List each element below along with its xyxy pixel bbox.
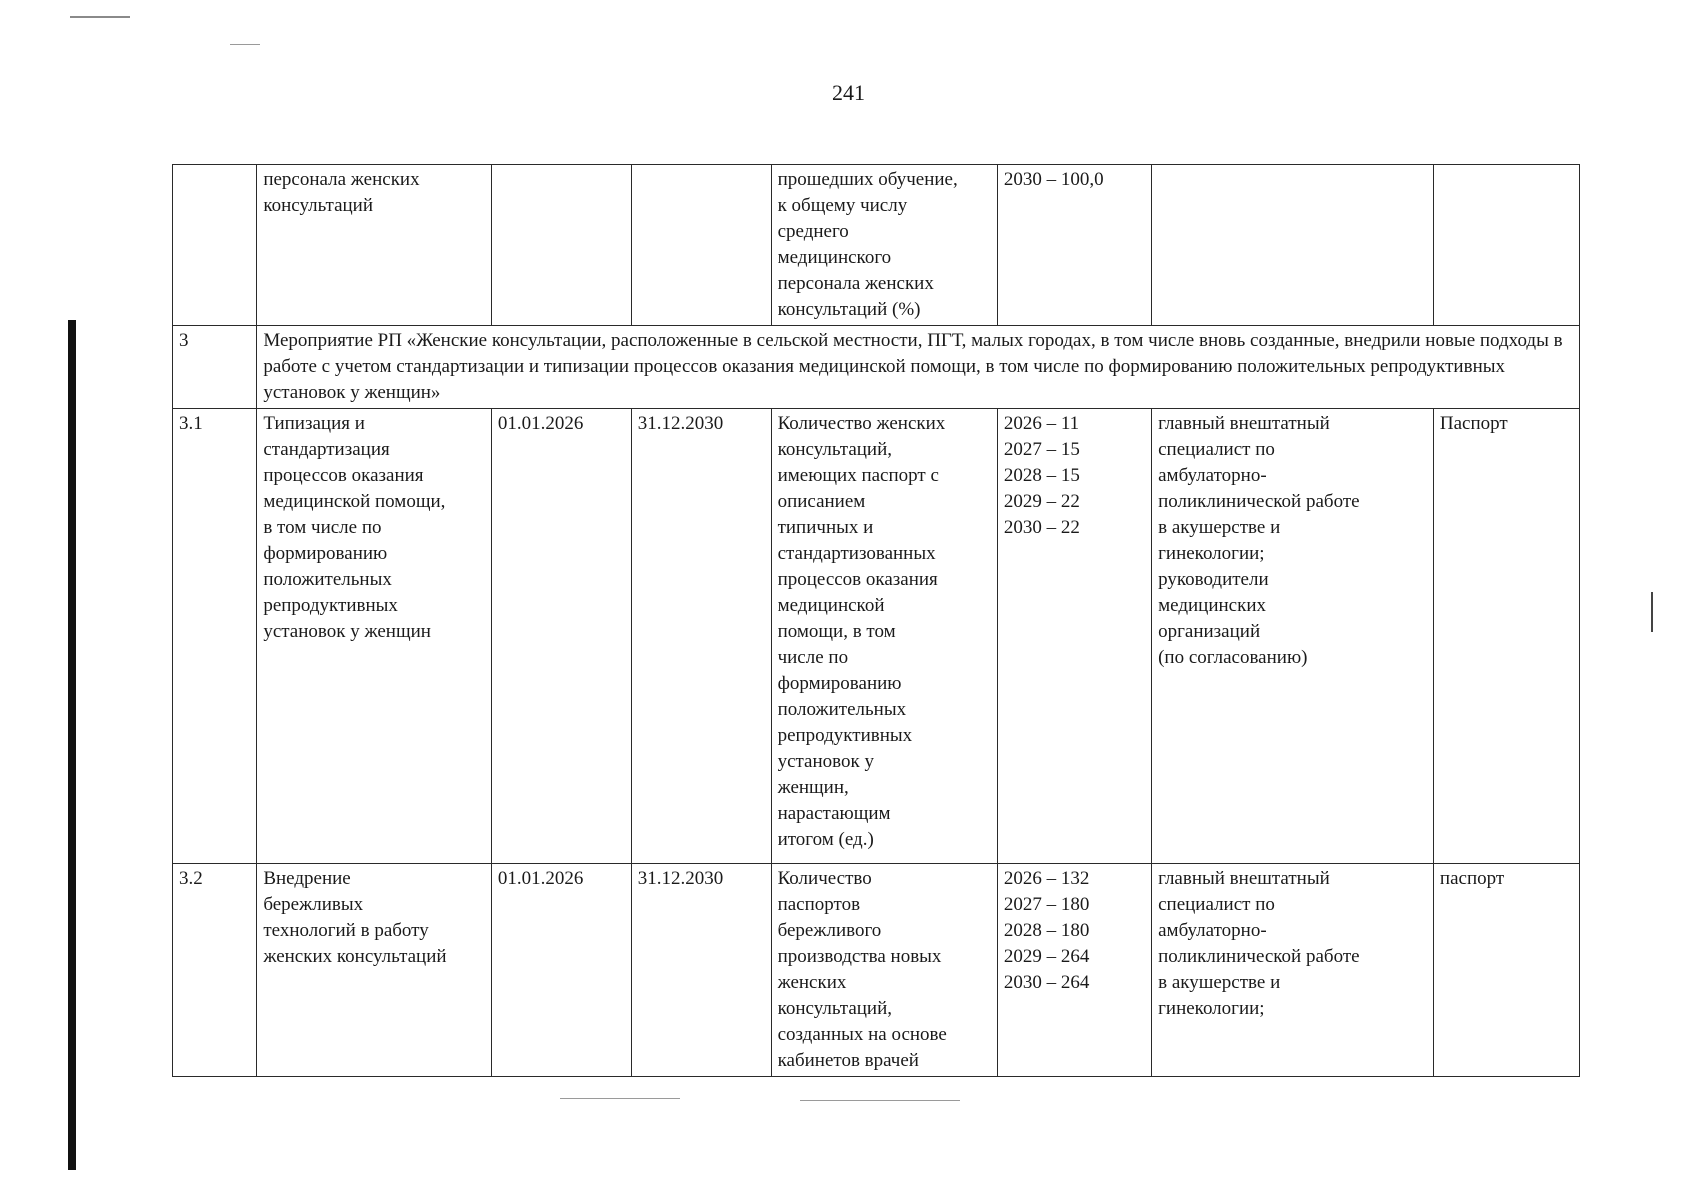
cell-activity: персонала женских консультаций — [257, 165, 492, 326]
activities-table — [172, 164, 1580, 1077]
activities-table-container — [172, 164, 1580, 1077]
cell-values: 2026 – 11 2027 – 15 2028 – 15 2029 – 22 2030 – 22 — [997, 409, 1151, 864]
cell-start-date: 01.01.2026 — [491, 864, 631, 1077]
cell-result: Паспорт — [1433, 409, 1579, 864]
cell-activity: Типизация и стандартизация процессов оказания медицинской помощи, в том числе по формированию положительных репродуктивных установок у женщин — [257, 409, 492, 864]
cell-section-title: Мероприятие РП «Женские консультации, расположенные в сельской местности, ПГТ, малых городах, в том числе вновь созданные, внедрили новые подходы в работе с учетом стандартизации и типизации процессов оказания медицинской помощи, в том числе по формированию положительных репродуктивных установок у женщин» — [257, 326, 1580, 409]
scan-edge-mark — [1651, 592, 1653, 632]
cell-values: 2026 – 132 2027 – 180 2028 – 180 2029 – 264 2030 – 264 — [997, 864, 1151, 1077]
scan-header-mark — [70, 16, 130, 18]
cell-start-date: 01.01.2026 — [491, 409, 631, 864]
cell-end-date: 31.12.2030 — [631, 409, 771, 864]
cell-end-date — [631, 165, 771, 326]
cell-result — [1433, 165, 1579, 326]
cell-indicator: Количество женских консультаций, имеющих паспорт с описанием типичных и стандартизованных процессов оказания медицинской помощи, в том числе по формированию положительных репродуктивных установок у женщин, нарастающим итогом (ед.) — [771, 409, 997, 864]
cell-number — [173, 165, 257, 326]
scan-speck — [230, 44, 260, 45]
cell-values: 2030 – 100,0 — [997, 165, 1151, 326]
scan-speck — [800, 1100, 960, 1101]
cell-result: паспорт — [1433, 864, 1579, 1077]
cell-indicator: прошедших обучение, к общему числу среднего медицинского персонала женских консультаций (%) — [771, 165, 997, 326]
cell-activity: Внедрение бережливых технологий в работу женских консультаций — [257, 864, 492, 1077]
table-row-continuation — [173, 165, 1580, 326]
cell-number: 3 — [173, 326, 257, 409]
cell-end-date: 31.12.2030 — [631, 864, 771, 1077]
table-row-section-3 — [173, 326, 1580, 409]
table-row-3-1 — [173, 409, 1580, 864]
cell-responsible — [1152, 165, 1434, 326]
scan-speck — [560, 1098, 680, 1099]
table-row-3-2 — [173, 864, 1580, 1077]
cell-responsible: главный внештатный специалист по амбулаторно- поликлинической работе в акушерстве и гинекологии; — [1152, 864, 1434, 1077]
page-number: 241 — [832, 80, 865, 105]
scan-edge-shadow — [68, 320, 76, 1170]
cell-responsible: главный внештатный специалист по амбулаторно- поликлинической работе в акушерстве и гинекологии; руководители медицинских организаций (по согласованию) — [1152, 409, 1434, 864]
cell-number: 3.2 — [173, 864, 257, 1077]
cell-number: 3.1 — [173, 409, 257, 864]
cell-indicator: Количество паспортов бережливого производства новых женских консультаций, созданных на основе кабинетов врачей — [771, 864, 997, 1077]
cell-start-date — [491, 165, 631, 326]
